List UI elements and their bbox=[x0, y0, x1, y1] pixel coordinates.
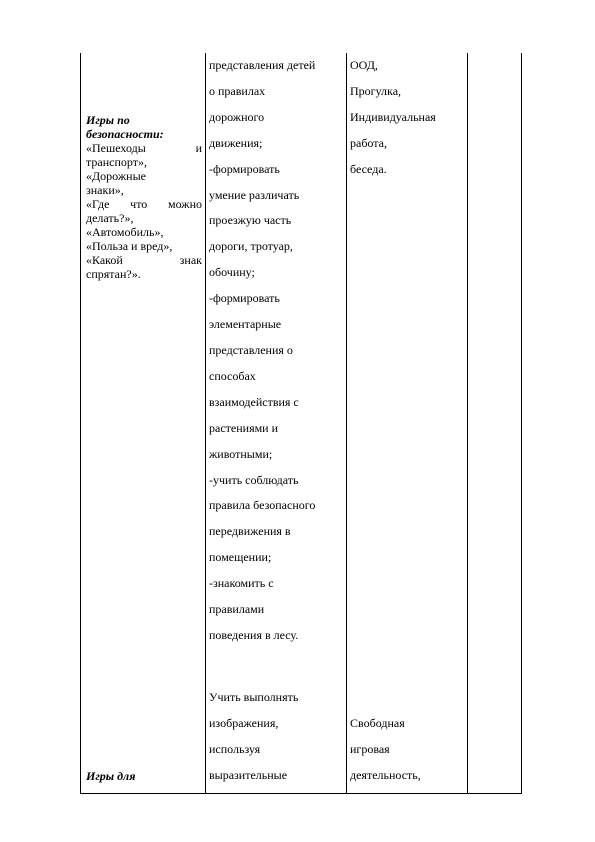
game-item: «Пешеходы и транспорт», bbox=[86, 141, 202, 169]
games-safety-cell bbox=[86, 113, 202, 281]
game-item: «Где что можно делать?», bbox=[86, 197, 202, 225]
goals-safety-cell: представления детей о правилах дорожного движения; -формировать умение различать проезжую часть дороги, тротуар, обочину; -формировать элементарные представления о способах взаимодействия с растениями и животными; -учить соблюдать правила безопасного передвижения в помещении; -знакомить с правилами поведения в лесу. bbox=[209, 58, 316, 642]
column-divider-2 bbox=[346, 53, 347, 793]
forms-art-cell: Свободная игровая деятельность, bbox=[350, 716, 421, 782]
game-item: «Автомобиль», bbox=[86, 225, 164, 239]
games-safety-title: Игры по безопасности: bbox=[86, 113, 164, 141]
column-divider-1 bbox=[205, 53, 206, 793]
forms-safety-cell: ООД, Прогулка, Индивидуальная работа, беседа. bbox=[350, 58, 436, 176]
game-item: «Дорожные знаки», bbox=[86, 169, 146, 197]
game-item: «Польза и вред», bbox=[86, 239, 173, 253]
column-divider-3 bbox=[467, 53, 468, 793]
goals-art-cell: Учить выполнять изображения, используя выразительные bbox=[209, 690, 299, 782]
notes-cell bbox=[471, 53, 517, 793]
plan-table bbox=[80, 53, 522, 794]
games-art-title: Игры для bbox=[86, 769, 136, 783]
games-art-cell bbox=[86, 769, 202, 783]
game-item: «Какой знак спрятан?». bbox=[86, 253, 202, 281]
